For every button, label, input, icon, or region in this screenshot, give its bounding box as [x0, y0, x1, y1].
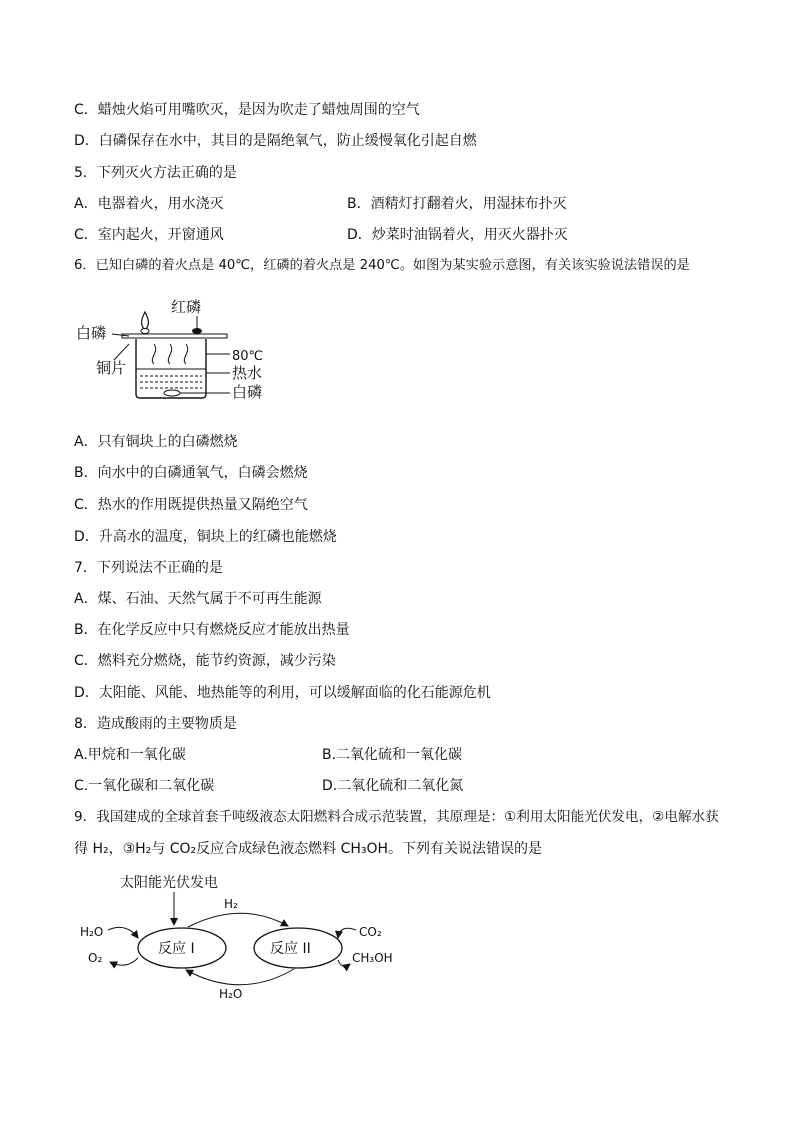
question-9-line-1: 9．我国建成的全球首套千吨级液态太阳燃料合成示范装置，其原理是：①利用太阳能光伏发电，②电解水获 [74, 809, 719, 825]
q6-option-a: A．只有铜块上的白磷燃烧 [74, 434, 238, 450]
label-copper-sheet: 铜片 [96, 359, 127, 377]
white-phosphorus-underwater [164, 390, 180, 396]
copper-plate [122, 334, 227, 338]
q8-option-c: C.一氧化碳和二氧化碳 [74, 778, 215, 794]
question-7: 7．下列说法不正确的是 [74, 560, 223, 576]
question-9-line-2: 得 H₂，③H₂与 CO₂反应合成绿色液态燃料 CH₃OH。下列有关说法错误的是 [74, 841, 543, 857]
label-hot-water: 热水 [232, 364, 263, 382]
label-h2o-bottom: H₂O [219, 987, 243, 1001]
h2-arrow [188, 913, 288, 927]
h2o-in-arrow [108, 927, 138, 938]
q5-option-c: C．室内起火，开窗通风 [74, 227, 224, 243]
q5-option-b: B．酒精灯打翻着火，用湿抹布扑灭 [347, 196, 567, 212]
leader-line [114, 344, 129, 360]
solar-fuel-diagram [76, 870, 406, 1004]
label-ch3oh-out: CH₃OH [352, 951, 393, 965]
combustion-experiment-figure [74, 294, 284, 406]
h2o-return-arrow [186, 969, 294, 985]
q6-option-b: B．向水中的白磷通氧气，白磷会燃烧 [74, 465, 308, 481]
q5-option-a: A．电器着火，用水浇灭 [74, 196, 224, 212]
label-temperature: 80℃ [232, 349, 264, 364]
reaction-1-label: 反应 I [158, 941, 195, 957]
steam-icon [168, 344, 171, 364]
q4-option-c: C．蜡烛火焰可用嘴吹灭，是因为吹走了蜡烛周围的空气 [74, 102, 420, 118]
label-solar-power: 太阳能光伏发电 [120, 875, 218, 891]
q8-option-a: A.甲烷和一氧化碳 [74, 747, 186, 763]
label-red-phosphorus: 红磷 [171, 298, 202, 316]
q8-option-b: B.二氧化硫和一氧化碳 [322, 747, 463, 763]
co2-in-arrow [338, 928, 356, 938]
q6-option-d: D．升高水的温度，铜块上的红磷也能燃烧 [74, 529, 337, 545]
o2-out-arrow [110, 958, 138, 965]
red-phosphorus [192, 328, 202, 334]
q8-option-d: D.二氧化硫和二氧化氮 [322, 778, 464, 794]
flame-icon [142, 312, 149, 330]
white-phosphorus-on-copper [141, 329, 149, 334]
q7-option-c: C．燃料充分燃烧，能节约资源，减少污染 [74, 653, 336, 669]
q6-option-c: C．热水的作用既提供热量又隔绝空气 [74, 497, 308, 513]
label-co2-in: CO₂ [359, 925, 382, 939]
q4-option-d: D．白磷保存在水中，其目的是隔绝氧气，防止缓慢氧化引起自燃 [74, 133, 477, 149]
question-8: 8．造成酸雨的主要物质是 [74, 716, 237, 732]
label-white-phosphorus-left: 白磷 [76, 324, 107, 342]
label-white-phosphorus-bottom: 白磷 [232, 383, 263, 401]
steam-icon [152, 344, 155, 364]
question-5: 5．下列灭火方法正确的是 [74, 165, 237, 181]
label-h2-top: H₂ [224, 897, 238, 911]
q7-option-b: B．在化学反应中只有燃烧反应才能放出热量 [74, 622, 350, 638]
reaction-2-label: 反应 II [270, 941, 311, 957]
q7-option-a: A．煤、石油、天然气属于不可再生能源 [74, 591, 322, 607]
q5-option-d: D．炒菜时油锅着火，用灭火器扑灭 [347, 227, 568, 243]
question-6: 6．已知白磷的着火点是 40℃，红磷的着火点是 240℃。如图为某实验示意图，有关该实验说法错误的是 [74, 258, 690, 273]
q7-option-d: D．太阳能、风能、地热能等的利用，可以缓解面临的化石能源危机 [74, 685, 491, 701]
steam-icon [184, 344, 187, 364]
ch3oh-out-arrow [338, 960, 350, 966]
label-h2o-in: H₂O [80, 925, 104, 939]
label-o2-out: O₂ [88, 951, 103, 965]
